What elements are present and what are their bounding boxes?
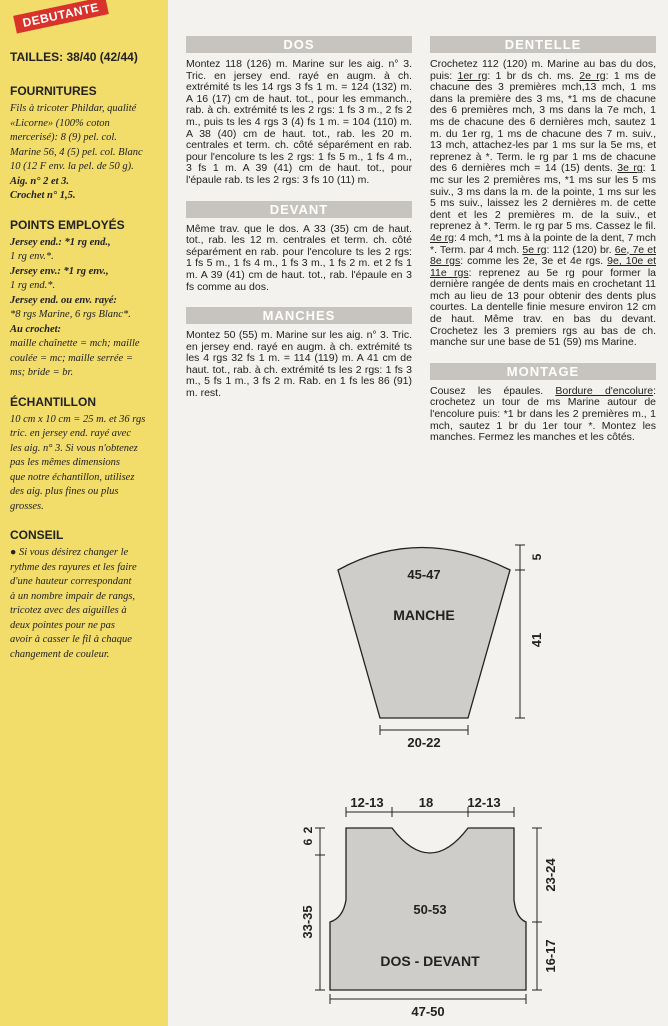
row-label: 1er rg xyxy=(457,69,488,82)
text-line: Fils à tricoter Phildar, qualité xyxy=(10,103,137,114)
text-line: 10 (12 F env. la pel. de 50 g). xyxy=(10,161,134,172)
armhole-height: 23-24 xyxy=(543,858,558,892)
text-line: Jersey end.: *1 rg end., xyxy=(10,236,111,248)
dos-text: Montez 118 (126) m. Marine sur les aig. n° 3. Tric. en jersey end. rayé en augm. à ch. extrémité ts les 14 rgs 3 fs 1 m. = 124 (132) m. A 16 (17) cm de haut. tot., pour les emmanch., rab. à ch. extrémité ts les 2 rgs: 1 fs 3 m., 2 fs 2 m., puis ts les 4 rgs 3 (4) fs 1 m. = 104 (110) m. A 38 (40) cm de haut. tot., rab. les 20 m. centrales et term. ch. côté séparément en rab. pour l'encolure ts les 2 rgs: 1 fs 5 m., 1 fs 4 m., 3 fs 1 m. A 39 (41) cm de haut. tot., pour l'épaule rab. ts les 2 rgs: 3 fs 10 (11) m. xyxy=(186,58,412,186)
sleeve-height: 41 xyxy=(529,632,544,648)
sleeve-cap-height: 5 xyxy=(530,553,544,561)
body-height: 33-35 xyxy=(300,905,315,939)
text-line: tricotez avec des aiguilles à xyxy=(10,605,127,616)
shoulder-width-left: 12-13 xyxy=(350,795,384,810)
sleeve-bottom-width: 20-22 xyxy=(407,735,441,750)
text-line: les aig. n° 3. Si vous n'obtenez xyxy=(10,442,138,454)
sizes-heading: TAILLES: 38/40 (42/44) xyxy=(10,50,138,64)
bottom-width: 47-50 xyxy=(411,1004,445,1019)
text-line: 1 rg env.*. xyxy=(10,251,54,262)
text-run: Crochetez 112 (120) m. Marine au bas du dos, puis: xyxy=(430,58,656,82)
text-run: : 1 mc sur les 2 premières ms, *1 ms sur les 5 ms suiv., 3 ms dans la m. de la pointe, 1 ms sur les 5 ms suiv., laissez les 2 dernières m. de cette dent et les 2 premières m. de la suiv., et reprenez à *. Term. le rg par 5 ms. Cassez le fil. xyxy=(430,162,656,233)
text-line: Jersey end. ou env. rayé: xyxy=(10,294,117,306)
side-height: 16-17 xyxy=(543,939,558,973)
text-line: pas les mêmes dimensions xyxy=(10,457,120,468)
text-line: mercerisé): 8 (9) pel. col. xyxy=(10,132,117,143)
text-run: : reprenez au 5e rg pour former la dernière rangée de dents mais en crochetant 11 mch au lieu de 13 pour obtenir des dents plus courtes. La dentelle finie mesure environ 12 cm de haut. Même trav. en bas du devant. Crochetez les 3 premiers rgs au bas de ch. manche sur une base de 51 (59) ms Marine. xyxy=(430,266,656,349)
manches-heading: MANCHES xyxy=(186,307,412,324)
text-line: deux pointes pour ne pas xyxy=(10,619,115,631)
front-neck-depth: 6 xyxy=(301,838,315,846)
text-run: Cousez les épaules. xyxy=(430,384,556,397)
text-line: «Licorne» (100% coton xyxy=(10,117,110,129)
text-line: avoir à casser le fil à chaque xyxy=(10,634,132,645)
dos-heading: DOS xyxy=(186,36,412,53)
text-line: à un nombre impair de rangs, xyxy=(10,590,136,602)
text-line: 10 cm x 10 cm = 25 m. et 36 rgs xyxy=(10,413,146,425)
conseil-title: CONSEIL xyxy=(10,528,64,542)
text-run: : crochetez un tour de ms Marine autour de l'encolure puis: *1 br dans les 2 premières m., 1 mch, sautez 1 br du 1er tour *. Montez les manches. Fermez les manches et les côtés. xyxy=(430,384,656,444)
montage-heading: MONTAGE xyxy=(430,363,656,380)
text-line: changement de couleur. xyxy=(10,648,110,660)
text-line: 1 rg end.*. xyxy=(10,280,56,291)
text-run: : comme les 2e, 3e et 4e rgs. xyxy=(460,255,608,268)
text-line: des aig. plus fines ou plus xyxy=(10,486,119,497)
row-label: 6e, 7e et 8e rgs xyxy=(430,243,656,268)
text-line: Jersey env.: *1 rg env., xyxy=(10,265,109,277)
text-line: *8 rgs Marine, 6 rgs Blanc*. xyxy=(10,309,131,320)
text-line: que notre échantillon, utilisez xyxy=(10,471,135,483)
text-line: ● Si vous désirez changer le xyxy=(10,547,129,558)
dentelle-heading: DENTELLE xyxy=(430,36,656,53)
text-line: d'une hauteur correspondant xyxy=(10,576,132,587)
echantillon-title: ÉCHANTILLON xyxy=(10,394,96,409)
manches-text: Montez 50 (55) m. Marine sur les aig. n° 3. Tric. en jersey end. rayé en augm. à ch. extrémité ts les 4 rgs 32 fs 1 m. = 114 (119) m. A 41 cm de haut. tot., rab. à ch. extrémité ts les 2 rgs: 1 fs 3 m., 5 fs 1 m., 3 fs 2 m. Rab. en 1 fs les 86 (91) m. rest. xyxy=(186,329,412,400)
text-run: : 4 mch, *1 ms à la pointe de la dent, 7 mch *. Term. par 4 mch. xyxy=(430,231,656,256)
text-line: maille chaînette = mch; maille xyxy=(10,338,140,349)
text-line: Marine 56, 4 (5) pel. col. Blanc xyxy=(10,146,143,158)
text-line: Aig. n° 2 et 3. xyxy=(10,175,70,187)
row-label: 3e rg xyxy=(617,162,643,175)
row-label: 9e, 10e et 11e rgs xyxy=(430,255,656,279)
devant-text: Même trav. que le dos. A 33 (35) cm de haut. tot., rab. les 12 m. centrales et term. ch. côté séparément en rab. pour l'encolure ts les 2 rgs: 1 fs 5 m., 1 fs 4 m., 1 fs 3 m., 1 fs 2 m. et 2 fs 1 m. A 39 (41) cm de haut. tot., rab. l'épaule en 3 fs comme au dos. xyxy=(186,222,412,293)
text-line: tric. en jersey end. rayé avec xyxy=(10,428,131,439)
body-schematic xyxy=(300,795,558,1019)
text-line: Crochet n° 1,5. xyxy=(10,190,76,201)
points-title: POINTS EMPLOYÉS xyxy=(10,217,125,232)
text-line: grosses. xyxy=(10,500,44,512)
text-run: : 1 br ds ch. ms. xyxy=(487,69,580,82)
text-line: Au crochet: xyxy=(10,323,62,335)
text-line: coulée = mc; maille serrée = xyxy=(10,352,133,364)
row-label: 4e rg xyxy=(430,231,454,244)
sleeve-top-width: 45-47 xyxy=(407,567,441,582)
row-label: 2e rg xyxy=(579,69,606,82)
sleeve-schematic xyxy=(338,545,544,750)
text-line: rythme des rayures et les faire xyxy=(10,561,137,573)
text-run: : 112 (120) br. xyxy=(546,243,615,256)
row-label: Bordure d'encolure xyxy=(555,384,654,397)
fournitures-title: FOURNITURES xyxy=(10,84,97,98)
back-neck-depth: 2 xyxy=(301,826,315,834)
text-line: ms; bride = br. xyxy=(10,367,74,378)
shoulder-width-right: 12-13 xyxy=(467,795,501,810)
devant-heading: DEVANT xyxy=(186,201,412,218)
difficulty-badge: DEBUTANTE xyxy=(13,0,108,34)
chest-width: 50-53 xyxy=(413,902,447,917)
row-label: 5e rg xyxy=(522,243,547,256)
text-run: : 1 ms de chacune des 3 premières mch,13 mch, 1 ms dans la première des 3 ms, *1 ms de chacune des 6 premières mch, 3 ms dans la 7e mch, 1 ms de chacune des 6 dernières mch, sautez 1 m. du 1er rg, 1 ms de chacune des 7 m. suiv., 13 mch, attachez-les par 1 ms sur la 5e ms, et reprenez à *. Term. le rg par 1 ms de chacune des 6 dernières mch = 14 (15) dents. xyxy=(430,69,656,175)
body-label: DOS - DEVANT xyxy=(380,953,480,969)
sleeve-label: MANCHE xyxy=(393,607,455,623)
neck-width: 18 xyxy=(418,795,434,810)
